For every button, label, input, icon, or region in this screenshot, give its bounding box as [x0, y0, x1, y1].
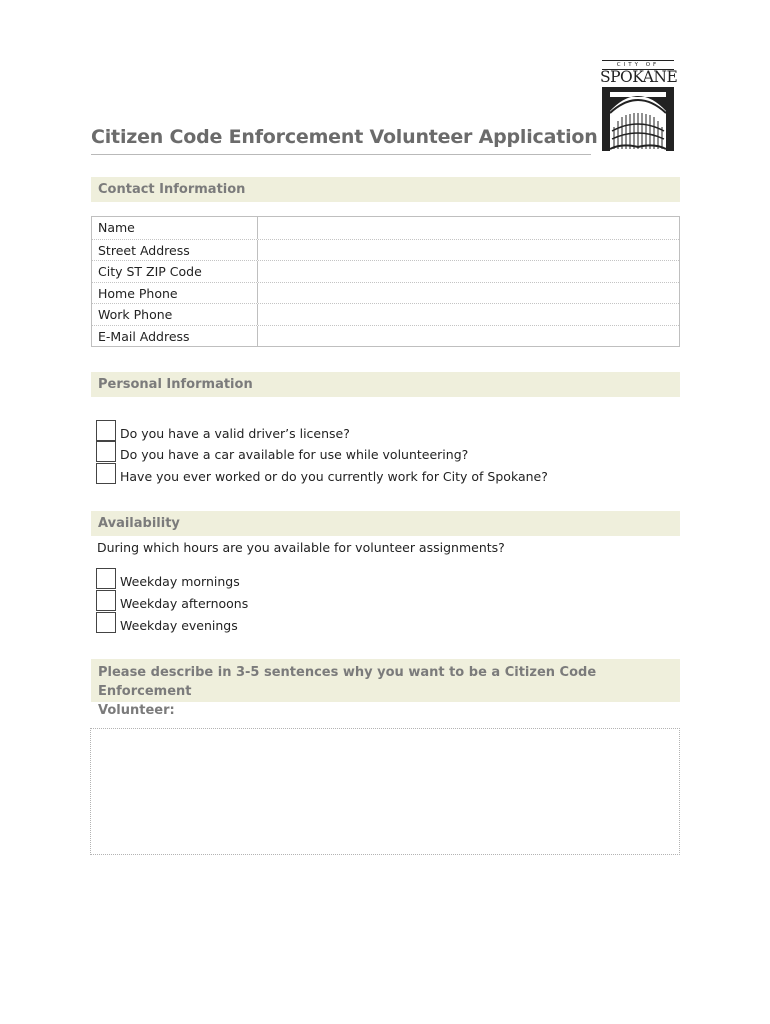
- car-available-label: Do you have a car available for use while volunteering?: [120, 447, 469, 462]
- weekday-mornings-checkbox[interactable]: [96, 568, 116, 589]
- title-underline: [91, 154, 591, 155]
- weekday-evenings-label: Weekday evenings: [120, 618, 238, 633]
- city-st-zip-field[interactable]: [258, 261, 679, 282]
- availability-prompt: During which hours are you available for volunteer assignments?: [97, 540, 505, 555]
- name-field[interactable]: [258, 217, 679, 239]
- contact-row-street-address: [92, 239, 679, 261]
- contact-row-name: [92, 217, 679, 239]
- weekday-afternoons-checkbox[interactable]: [96, 590, 116, 611]
- work-phone-field[interactable]: [258, 304, 679, 325]
- availability-heading: Availability: [91, 511, 680, 536]
- home-phone-field[interactable]: [258, 283, 679, 304]
- essay-heading-line-2: Volunteer:: [98, 703, 175, 718]
- contact-row-email: [92, 325, 679, 347]
- street-address-label: Street Address: [92, 240, 258, 261]
- name-label: Name: [92, 217, 258, 239]
- contact-row-city-st-zip: [92, 260, 679, 282]
- essay-answer-box[interactable]: [90, 728, 680, 855]
- city-of-spokane-logo: [600, 60, 676, 152]
- page-title: Citizen Code Enforcement Volunteer Application: [91, 126, 598, 148]
- work-phone-label: Work Phone: [92, 304, 258, 325]
- street-address-field[interactable]: [258, 240, 679, 261]
- car-available-checkbox[interactable]: [96, 441, 116, 462]
- contact-row-home-phone: [92, 282, 679, 304]
- bridge-icon: [602, 87, 674, 151]
- city-employee-label: Have you ever worked or do you currently work for City of Spokane?: [120, 469, 548, 484]
- contact-table: [91, 216, 680, 347]
- city-st-zip-label: City ST ZIP Code: [92, 261, 258, 282]
- weekday-evenings-checkbox[interactable]: [96, 612, 116, 633]
- weekday-afternoons-label: Weekday afternoons: [120, 596, 249, 611]
- logo-city-of-text: CITY OF: [602, 60, 674, 70]
- email-address-label: E-Mail Address: [92, 326, 258, 347]
- contact-information-heading: Contact Information: [91, 177, 680, 202]
- contact-row-work-phone: [92, 303, 679, 325]
- personal-information-heading: Personal Information: [91, 372, 680, 397]
- weekday-mornings-label: Weekday mornings: [120, 574, 240, 589]
- drivers-license-label: Do you have a valid driver’s license?: [120, 426, 350, 441]
- email-address-field[interactable]: [258, 326, 679, 347]
- home-phone-label: Home Phone: [92, 283, 258, 304]
- essay-heading-line-1: Please describe in 3-5 sentences why you want to be a Citizen Code Enforcement: [98, 665, 597, 699]
- city-employee-checkbox[interactable]: [96, 463, 116, 484]
- logo-name-text: SPOKANE: [600, 68, 678, 86]
- essay-heading: [91, 659, 680, 718]
- drivers-license-checkbox[interactable]: [96, 420, 116, 441]
